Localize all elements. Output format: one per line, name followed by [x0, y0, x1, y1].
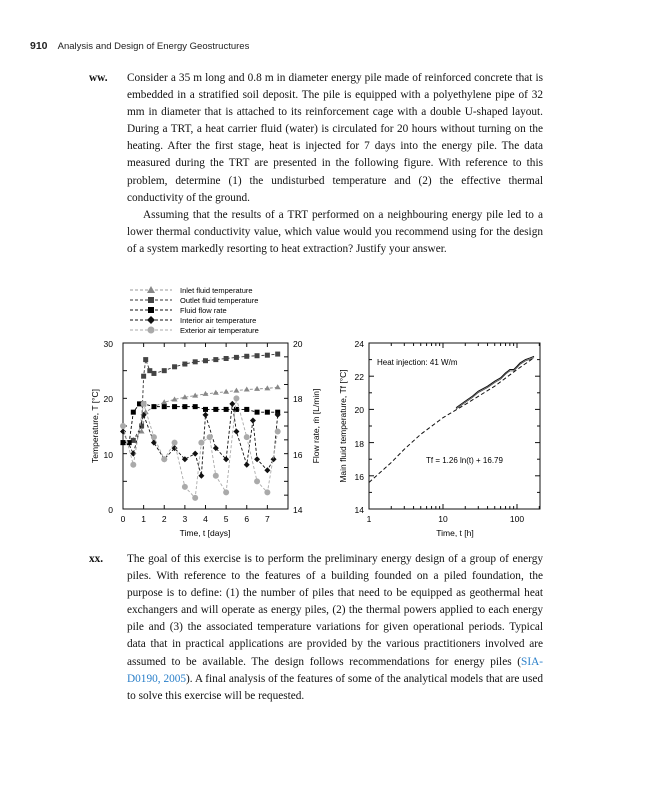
data-point	[151, 404, 156, 409]
data-point	[244, 434, 250, 440]
legend-label-exterior: Exterior air temperature	[180, 326, 259, 335]
data-point	[182, 404, 187, 409]
right-ytick-16: 16	[293, 450, 303, 460]
running-title: Analysis and Design of Energy Geostructures	[57, 41, 250, 52]
data-point	[172, 404, 177, 409]
annotation-heat-injection: Heat injection: 41 W/m	[377, 358, 458, 367]
data-point	[244, 462, 250, 468]
r-ytick-16: 16	[354, 472, 364, 482]
legend-label-interior: Interior air temperature	[180, 316, 257, 325]
data-point	[161, 456, 167, 462]
right-ylabel-main: Main fluid temperature, Tf [°C]	[338, 369, 348, 483]
data-point	[203, 358, 208, 363]
data-point	[244, 407, 249, 412]
left-ytick-30: 30	[103, 339, 113, 349]
r-xtick-10: 10	[438, 514, 448, 524]
legend-marker-flow	[148, 307, 154, 313]
r-ytick-22: 22	[354, 372, 364, 382]
right-ylabel: Flow rate, ṁ [L/min]	[311, 388, 321, 464]
left-xtick-2: 2	[161, 514, 167, 524]
data-point	[198, 473, 204, 479]
legend-marker-inlet	[147, 286, 155, 293]
data-point	[172, 440, 178, 446]
series-line-4	[123, 398, 278, 498]
right-ytick-20: 20	[293, 339, 303, 349]
series-line-2	[123, 404, 278, 443]
data-point	[192, 495, 198, 501]
r-ytick-14: 14	[354, 505, 364, 515]
data-point	[255, 353, 260, 358]
left-ylabel: Temperature, T [°C]	[90, 389, 100, 463]
left-xtick-1: 1	[141, 514, 146, 524]
left-ytick-10: 10	[103, 450, 113, 460]
r-ytick-18: 18	[354, 439, 364, 449]
left-xlabel: Time, t [days]	[179, 528, 231, 538]
data-point	[275, 352, 280, 357]
data-point	[250, 417, 256, 423]
data-point	[182, 362, 187, 367]
exercise-text-1: The goal of this exercise is to perform the preliminary energy design of a group of energy piles. With reference to the features of a building founded on a piled foundation, the purpose is to define: (1) the number of piles that need to be equipped as geothermal heat exchangers and will operate as energy piles, (2) the thermal powers applied to each energy pile and (3) the associated temperature variations for given operational periods. Typical data that in practical applications are provided by the various practitioners involved are assumed to be available. The design follows recommendations for energy piles (	[127, 553, 543, 668]
legend-label-inlet: Inlet fluid temperature	[180, 286, 253, 295]
data-point	[275, 429, 281, 435]
legend-marker-exterior	[148, 327, 155, 334]
left-xtick-3: 3	[182, 514, 188, 524]
data-point	[254, 456, 260, 462]
data-point	[223, 389, 229, 394]
data-point	[244, 354, 249, 359]
data-point	[192, 451, 198, 457]
exercise-paragraph	[127, 551, 543, 705]
legend-label-outlet: Outlet fluid temperature	[180, 296, 259, 305]
data-point	[264, 385, 270, 390]
data-point	[198, 440, 204, 446]
data-point	[207, 434, 213, 440]
exercise-xx	[89, 551, 543, 705]
left-xtick-6: 6	[244, 514, 250, 524]
legend-label-flow: Fluid flow rate	[180, 306, 227, 315]
data-point	[265, 410, 270, 415]
data-point	[264, 489, 270, 495]
data-point	[255, 410, 260, 415]
data-point	[213, 407, 218, 412]
data-point	[151, 434, 157, 440]
legend-marker-outlet	[148, 297, 154, 303]
left-xtick-4: 4	[203, 514, 208, 524]
data-point	[224, 356, 229, 361]
data-point	[203, 407, 208, 412]
right-chart-ticks	[369, 343, 540, 509]
right-xlabel: Time, t [h]	[436, 528, 474, 538]
right-chart-frame	[369, 343, 540, 509]
series-line-1	[123, 354, 278, 443]
left-xtick-0: 0	[120, 514, 126, 524]
exercise-label: ww.	[89, 72, 108, 84]
data-point	[233, 395, 239, 401]
right-ytick-18: 18	[293, 394, 303, 404]
data-point	[141, 401, 147, 407]
data-point	[265, 353, 270, 358]
data-point	[143, 357, 148, 362]
exercise-text-2: ). A final analysis of the features of some of the analytical models that are used to solve this exercise will be requested.	[127, 672, 543, 702]
chart-legend	[130, 286, 259, 335]
data-point	[203, 412, 209, 418]
left-ytick-0: 0	[108, 505, 113, 515]
data-point	[213, 357, 218, 362]
data-point	[141, 374, 146, 379]
r-xtick-1: 1	[366, 514, 372, 524]
citation-link[interactable]: SIA-D0190, 2005	[127, 655, 543, 685]
data-point	[182, 484, 188, 490]
exercise-paragraph-1: Consider a 35 m long and 0.8 m in diameter energy pile made of reinforced concrete that is embedded in a stratified soil deposit. The pile is equipped with a polyethylene pipe of 32 mm in diameter that is attached to its reinforcement cage with a double U-shaped layout. During a TRT, a heat carrier fluid (water) is circulated for 20 hours without turning on the heating. After the first stage, heat is injected for 7 days into the energy pile. The data measured during the TRT are presented in the following figure. With reference to this problem, determine (1) the undisturbed temperature and (2) the effective thermal conductivity of the ground.	[127, 72, 543, 204]
page-number: 910	[30, 40, 48, 52]
exercise-paragraph-2: Assuming that the results of a TRT performed on a neighbouring energy pile led to a lower thermal conductivity value, which value would you recommend using for the design of a system markedly resorting to heat extraction? Justify your answer.	[127, 208, 543, 255]
data-point	[264, 467, 270, 473]
data-point	[120, 423, 126, 429]
r-xtick-100: 100	[509, 514, 525, 524]
r-ytick-20: 20	[354, 405, 364, 415]
data-point	[193, 404, 198, 409]
data-point	[233, 429, 239, 435]
left-ytick-20: 20	[103, 394, 113, 404]
right-ytick-14: 14	[293, 505, 303, 515]
left-chart-series	[120, 352, 281, 501]
data-point	[234, 355, 239, 360]
data-point	[131, 410, 136, 415]
data-point	[223, 489, 229, 495]
data-point	[244, 386, 250, 391]
annotation-fit-equation: Tf = 1.26 ln(t) + 16.79	[426, 456, 503, 465]
r-ytick-24: 24	[354, 339, 364, 349]
data-point	[254, 386, 260, 391]
series-line-measured-2	[456, 358, 534, 409]
left-xtick-7: 7	[265, 514, 270, 524]
data-point	[121, 440, 126, 445]
data-point	[162, 368, 167, 373]
data-point	[254, 478, 260, 484]
data-point	[275, 384, 281, 389]
data-point	[213, 473, 219, 479]
data-point	[151, 371, 156, 376]
legend-marker-interior	[147, 316, 155, 324]
data-point	[193, 359, 198, 364]
data-point	[172, 364, 177, 369]
data-point	[162, 404, 167, 409]
exercise-label: xx.	[89, 553, 104, 565]
data-point	[229, 401, 235, 407]
data-point	[224, 407, 229, 412]
left-xtick-5: 5	[223, 514, 229, 524]
data-point	[233, 388, 239, 393]
data-point	[130, 462, 136, 468]
